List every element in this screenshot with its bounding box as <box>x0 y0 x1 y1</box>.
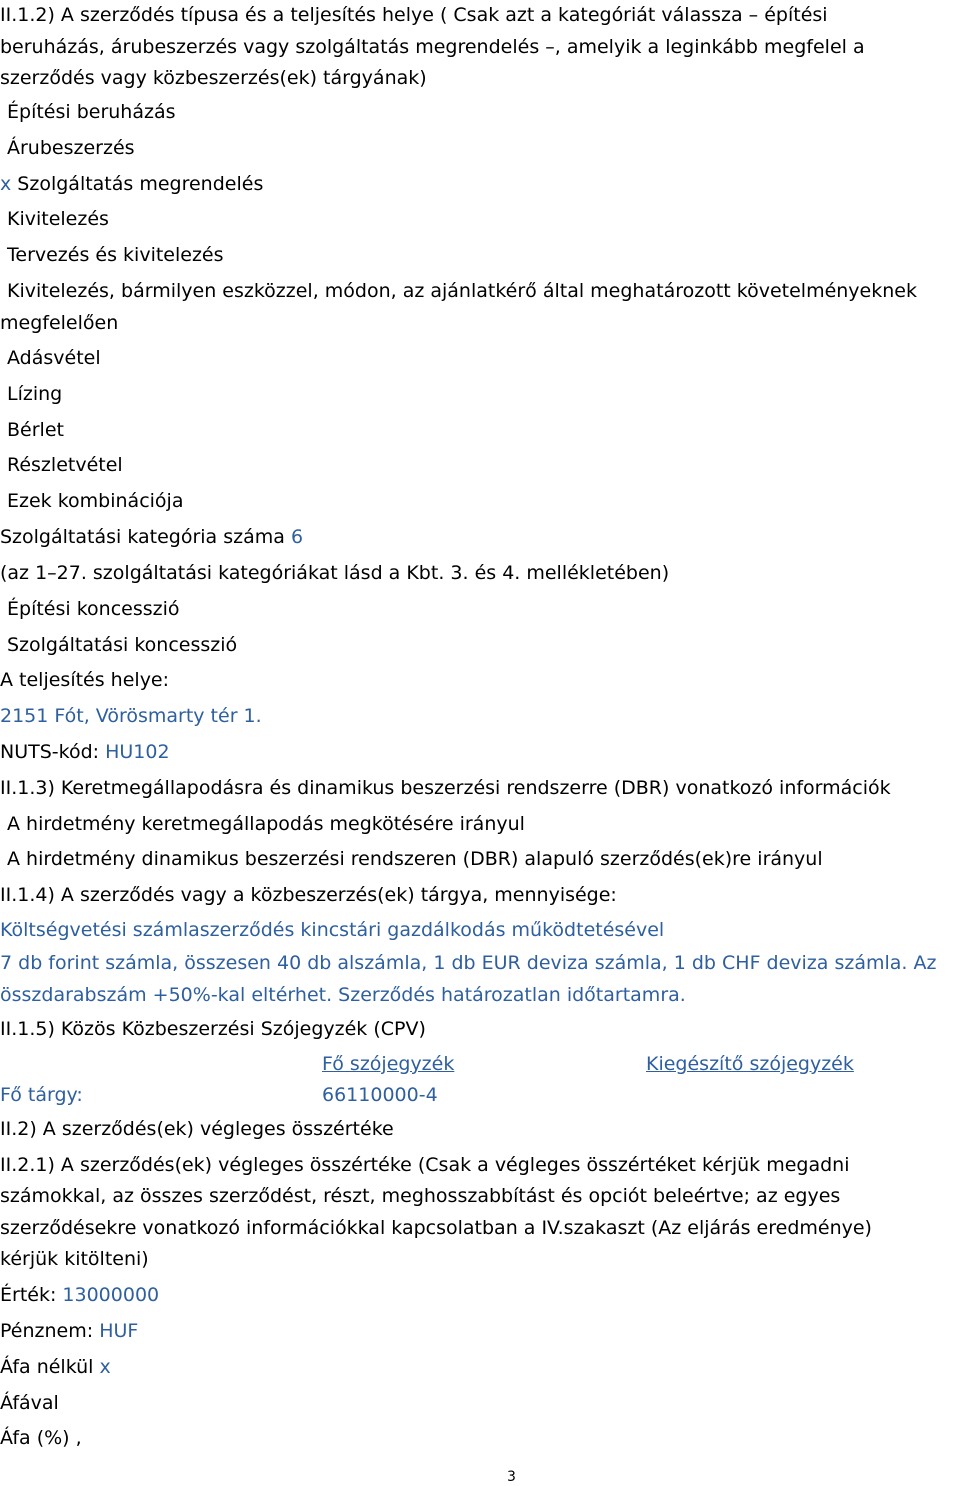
targy-value-line: 7 db forint számla, összesen 40 db alszámla, 1 db EUR deviza számla, 1 db CHF deviza számla. Az <box>0 952 937 974</box>
cpv-col-fo-szojegyzek: Fő szójegyzék <box>322 1053 455 1075</box>
section-heading-II-1-5: II.1.5) Közös Közbeszerzési Szójegyzék (CPV) <box>0 1018 426 1040</box>
afa-nelkul-row <box>0 1355 111 1379</box>
cpv-row-value: 66110000-4 <box>322 1084 438 1106</box>
option-epitesi-beruhazas: Építési beruházás <box>7 101 176 123</box>
section-heading-line: számokkal, az összes szerződést, részt, meghosszabbítást és opciót beleértve; az egyes <box>0 1185 841 1207</box>
teljesites-helye-value: 2151 Fót, Vörösmarty tér 1. <box>0 705 262 727</box>
option-keretmegallapodas: A hirdetmény keretmegállapodás megkötésére irányul <box>7 813 525 835</box>
nuts-label: NUTS-kód: <box>0 741 100 763</box>
penznem-row <box>0 1319 138 1343</box>
kategoria-label: Szolgáltatási kategória száma <box>0 526 285 548</box>
option-barmilyen-eszkozzel: Kivitelezés, bármilyen eszközzel, módon, az ajánlatkérő által meghatározott követelményeknek <box>7 280 917 302</box>
afa-percent-label: Áfa (%) , <box>0 1427 82 1449</box>
section-heading-II-2: II.2) A szerződés(ek) végleges összértéke <box>0 1118 394 1140</box>
selected-mark: x <box>0 173 12 195</box>
option-adasvetel: Adásvétel <box>7 347 101 369</box>
nuts-value: HU102 <box>105 741 170 763</box>
section-heading-line: kérjük kitölteni) <box>0 1248 149 1270</box>
penznem-value: HUF <box>99 1320 139 1342</box>
ertek-value: 13000000 <box>62 1284 160 1306</box>
ertek-label: Érték: <box>0 1284 57 1306</box>
targy-value-line: összdarabszám +50%-kal eltérhet. Szerződés határozatlan időtartamra. <box>0 984 686 1006</box>
ertek-row <box>0 1283 159 1307</box>
targy-value-line: Költségvetési számlaszerződés kincstári gazdálkodás működtetésével <box>0 919 665 941</box>
kategoria-value: 6 <box>290 526 304 548</box>
option-tervezes-kivitelezes: Tervezés és kivitelezés <box>7 244 224 266</box>
cpv-col-kiegeszito-szojegyzek: Kiegészítő szójegyzék <box>646 1053 854 1075</box>
option-arubeszerzes: Árubeszerzés <box>7 137 135 159</box>
page-number: 3 <box>507 1469 516 1485</box>
section-heading-II-1-3: II.1.3) Keretmegállapodásra és dinamikus beszerzési rendszerre (DBR) vonatkozó információk <box>0 777 891 799</box>
afaval-label: Áfával <box>0 1392 59 1414</box>
penznem-label: Pénznem: <box>0 1320 94 1342</box>
option-dbr: A hirdetmény dinamikus beszerzési rendszeren (DBR) alapuló szerződés(ek)re irányul <box>7 848 823 870</box>
kategoria-row <box>0 525 303 549</box>
option-barmilyen-eszkozzel-cont: megfelelően <box>0 312 119 334</box>
section-heading-II-1-4: II.1.4) A szerződés vagy a közbeszerzés(ek) tárgya, mennyisége: <box>0 884 617 906</box>
section-heading-line: beruházás, árubeszerzés vagy szolgáltatás megrendelés –, amelyik a leginkább megfelel a <box>0 36 865 58</box>
teljesites-helye-label: A teljesítés helye: <box>0 669 170 691</box>
section-heading-line: II.1.2) A szerződés típusa és a teljesítés helye ( Csak azt a kategóriát válassza – építési <box>0 4 828 26</box>
option-berlet: Bérlet <box>7 419 64 441</box>
option-lizing: Lízing <box>7 383 63 405</box>
nuts-row <box>0 740 170 764</box>
option-szolgaltatas: Szolgáltatás megrendelés <box>17 173 264 195</box>
option-epitesi-koncesszio: Építési koncesszió <box>7 598 180 620</box>
section-heading-line: II.2.1) A szerződés(ek) végleges összértéke (Csak a végleges összértéket kérjük megadni <box>0 1154 850 1176</box>
afa-nelkul-label: Áfa nélkül <box>0 1356 94 1378</box>
kategoria-note: (az 1–27. szolgáltatási kategóriákat lásd a Kbt. 3. és 4. mellékletében) <box>0 562 670 584</box>
option-reszletvetel: Részletvétel <box>7 454 123 476</box>
afa-nelkul-mark: x <box>99 1356 111 1378</box>
section-heading-line: szerződés vagy közbeszerzés(ek) tárgyának) <box>0 67 427 89</box>
option-kivitelezes: Kivitelezés <box>7 208 109 230</box>
cpv-row-label: Fő tárgy: <box>0 1084 83 1106</box>
option-szolgaltatas-row <box>0 172 263 196</box>
option-kombinacio: Ezek kombinációja <box>7 490 184 512</box>
option-szolgaltatasi-koncesszio: Szolgáltatási koncesszió <box>7 634 238 656</box>
section-heading-line: szerződésekre vonatkozó információkkal kapcsolatban a IV.szakaszt (Az eljárás eredménye) <box>0 1217 872 1239</box>
